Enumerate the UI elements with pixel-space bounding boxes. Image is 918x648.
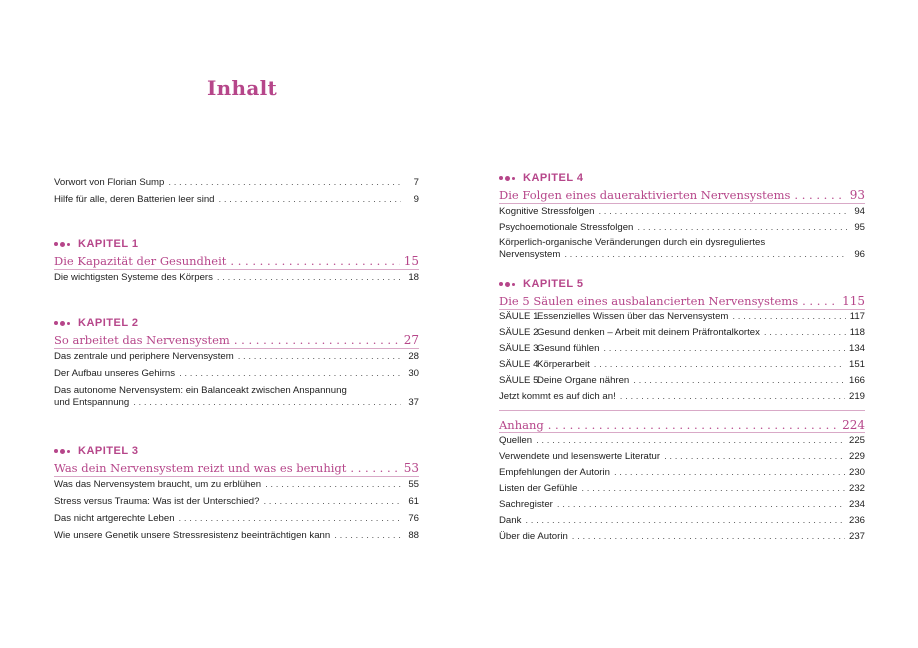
dot-leader	[598, 206, 847, 218]
pillar-number: SÄULE 1	[499, 311, 539, 322]
chapter-heading[interactable]	[499, 188, 865, 202]
toc-entry[interactable]	[499, 237, 865, 261]
toc-entry-title: Kognitive Stressfolgen	[499, 206, 595, 217]
toc-entry[interactable]	[54, 272, 419, 284]
toc-entry-title: Quellen	[499, 435, 533, 446]
toc-entry[interactable]	[54, 496, 419, 508]
toc-entry[interactable]	[54, 351, 419, 363]
toc-entry-page: 225	[848, 435, 865, 446]
toc-entry[interactable]	[54, 177, 419, 189]
pillar-number: SÄULE 5	[499, 375, 539, 386]
chapter-dots-icon	[54, 321, 72, 326]
toc-entry[interactable]	[499, 435, 865, 447]
toc-entry-page: 134	[848, 343, 865, 354]
toc-entry-title: Gesund denken – Arbeit mit deinem Präfrontalkortex	[537, 327, 760, 338]
toc-entry-page: 96	[854, 249, 865, 260]
toc-entry-title: Vorwort von Florian Sump	[54, 177, 165, 188]
toc-entry[interactable]	[54, 513, 419, 525]
dot-leader	[179, 513, 401, 525]
toc-entry-title: Was das Nervensystem braucht, um zu erblühen	[54, 479, 262, 490]
dot-leader	[732, 311, 845, 323]
toc-entry-page: 219	[848, 391, 865, 402]
chapter-rule	[499, 203, 865, 204]
toc-entry[interactable]	[499, 483, 865, 495]
toc-entry-title: Psychoemotionale Stressfolgen	[499, 222, 634, 233]
dot-leader	[334, 530, 401, 542]
chapter-label-text: KAPITEL 1	[78, 238, 139, 250]
toc-entry[interactable]	[54, 530, 419, 542]
chapter-heading[interactable]	[54, 461, 419, 475]
chapter-heading-title: Die Kapazität der Gesundheit	[54, 254, 227, 268]
dot-leader	[564, 249, 847, 261]
dot-leader	[614, 467, 845, 479]
dot-leader	[179, 368, 401, 380]
toc-entry-title: Der Aufbau unseres Gehirns	[54, 368, 176, 379]
chapter-label	[54, 238, 139, 250]
toc-entry-page: 28	[408, 351, 419, 362]
chapter-heading[interactable]	[54, 333, 419, 347]
dot-leader	[637, 222, 847, 234]
dot-leader	[168, 177, 401, 189]
toc-entry-page: 230	[848, 467, 865, 478]
toc-entry-page: 76	[408, 513, 419, 524]
toc-entry-page: 7	[413, 177, 419, 188]
chapter-label	[499, 172, 584, 184]
toc-entry-page: 61	[408, 496, 419, 507]
appendix-heading[interactable]	[499, 418, 865, 432]
chapter-heading-title: So arbeitet das Nervensystem	[54, 333, 230, 347]
chapter-dots-icon	[499, 176, 517, 181]
dot-leader	[603, 343, 845, 355]
toc-entry-title: Jetzt kommt es auf dich an!	[499, 391, 616, 402]
chapter-label-text: KAPITEL 2	[78, 317, 139, 329]
toc-entry[interactable]	[499, 451, 865, 463]
toc-entry[interactable]	[499, 467, 865, 479]
chapter-heading-title: Was dein Nervensystem reizt und was es beruhigt	[54, 461, 347, 475]
dot-leader	[238, 351, 401, 363]
dot-leader	[620, 391, 845, 403]
toc-entry-title: Sachregister	[499, 499, 553, 510]
appendix-heading-page: 224	[842, 418, 865, 432]
pillar-number: SÄULE 2	[499, 327, 539, 338]
toc-entry-title: Dank	[499, 515, 522, 526]
dot-leader	[234, 333, 400, 347]
toc-entry-title: Über die Autorin	[499, 531, 568, 542]
toc-entry-title: Das autonome Nervensystem: ein Balanceakt zwischen Anspannung	[54, 385, 347, 396]
toc-entry-title: Körperlich-organische Veränderungen durch ein dysreguliertes	[499, 237, 766, 248]
chapter-dots-icon	[54, 242, 72, 247]
dot-leader	[794, 188, 845, 202]
toc-entry-page: 234	[848, 499, 865, 510]
toc-entry[interactable]	[499, 222, 865, 234]
dot-leader	[633, 375, 845, 387]
toc-entry-title: Deine Organe nähren	[537, 375, 630, 386]
toc-entry-page: 118	[849, 327, 865, 338]
pillar-number: SÄULE 3	[499, 343, 539, 354]
dot-leader	[664, 451, 845, 463]
chapter-heading[interactable]	[499, 294, 865, 308]
toc-entry-title: Empfehlungen der Autorin	[499, 467, 610, 478]
toc-entry[interactable]	[54, 479, 419, 491]
chapter-rule	[54, 348, 419, 349]
toc-entry[interactable]	[499, 206, 865, 218]
toc-entry-page: 166	[848, 375, 865, 386]
toc-entry[interactable]	[499, 375, 865, 387]
toc-entry-page: 229	[848, 451, 865, 462]
toc-entry-title: Stress versus Trauma: Was ist der Unterschied?	[54, 496, 260, 507]
dot-leader	[581, 483, 845, 495]
chapter-dots-icon	[499, 282, 517, 287]
chapter-heading-page: 15	[403, 254, 419, 268]
page-title: Inhalt	[207, 76, 278, 100]
chapter-label	[499, 278, 584, 290]
toc-entry-title: Verwendete und lesenswerte Literatur	[499, 451, 661, 462]
dot-leader	[219, 194, 401, 206]
toc-entry-page: 9	[413, 194, 419, 205]
toc-entry-page: 88	[408, 530, 419, 541]
toc-entry-page: 117	[849, 311, 865, 322]
appendix-rule	[499, 432, 865, 433]
dot-leader	[572, 531, 845, 543]
chapter-label-text: KAPITEL 3	[78, 445, 139, 457]
toc-entry-title-continued: und Entspannung	[54, 397, 130, 408]
chapter-heading-title: Die 5 Säulen eines ausbalancierten Nervensystems	[499, 294, 799, 308]
toc-entry[interactable]	[499, 343, 865, 355]
toc-entry-title: Essenzielles Wissen über das Nervensystem	[537, 311, 729, 322]
toc-entry-page: 95	[854, 222, 865, 233]
toc-entry[interactable]	[499, 327, 865, 339]
chapter-heading-title: Die Folgen eines daueraktivierten Nervensystems	[499, 188, 791, 202]
chapter-heading-page: 115	[842, 294, 865, 308]
toc-entry[interactable]	[54, 368, 419, 380]
dot-leader	[230, 254, 399, 268]
toc-entry-title: Listen der Gefühle	[499, 483, 578, 494]
toc-entry[interactable]	[499, 311, 865, 323]
toc-entry-page: 151	[848, 359, 865, 370]
toc-entry[interactable]	[54, 194, 419, 206]
pillar-number: SÄULE 4	[499, 359, 539, 370]
dot-leader	[263, 496, 401, 508]
toc-entry-title-continued: Nervensystem	[499, 249, 561, 260]
dot-leader	[764, 327, 846, 339]
toc-entry-title: Das nicht artgerechte Leben	[54, 513, 175, 524]
toc-entry-title: Hilfe für alle, deren Batterien leer sind	[54, 194, 215, 205]
chapter-label-text: KAPITEL 5	[523, 278, 584, 290]
dot-leader	[557, 499, 845, 511]
dot-leader	[536, 435, 845, 447]
chapter-label	[54, 317, 139, 329]
toc-entry-page: 236	[848, 515, 865, 526]
toc-entry[interactable]	[499, 515, 865, 527]
chapter-heading-page: 27	[403, 333, 419, 347]
dot-leader	[802, 294, 838, 308]
dot-leader	[350, 461, 399, 475]
toc-entry-title: Das zentrale und periphere Nervensystem	[54, 351, 234, 362]
toc-entry-page: 55	[408, 479, 419, 490]
dot-leader	[525, 515, 845, 527]
chapter-rule	[54, 269, 419, 270]
chapter-heading-page: 93	[849, 188, 865, 202]
toc-entry-page: 232	[848, 483, 865, 494]
chapter-rule	[54, 476, 419, 477]
dot-leader	[548, 418, 838, 432]
toc-entry[interactable]	[54, 385, 419, 409]
chapter-label-text: KAPITEL 4	[523, 172, 584, 184]
toc-entry-title: Wie unsere Genetik unsere Stressresistenz beeinträchtigen kann	[54, 530, 331, 541]
dot-leader	[217, 272, 401, 284]
toc-entry-page: 94	[854, 206, 865, 217]
toc-entry[interactable]	[499, 359, 865, 371]
toc-entry[interactable]	[499, 499, 865, 511]
chapter-rule	[499, 309, 865, 310]
toc-entry-page: 18	[408, 272, 419, 283]
toc-entry[interactable]	[499, 391, 865, 403]
dot-leader	[133, 397, 401, 409]
chapter-heading-page: 53	[403, 461, 419, 475]
toc-entry-page: 30	[408, 368, 419, 379]
toc-entry-page: 237	[848, 531, 865, 542]
dot-leader	[265, 479, 401, 491]
toc-entry-title: Die wichtigsten Systeme des Körpers	[54, 272, 213, 283]
toc-entry-title: Gesund fühlen	[537, 343, 600, 354]
appendix-rule-top	[499, 410, 865, 411]
toc-entry[interactable]	[499, 531, 865, 543]
appendix-heading-title: Anhang	[499, 418, 544, 432]
chapter-heading[interactable]	[54, 254, 419, 268]
dot-leader	[594, 359, 845, 371]
toc-entry-title: Körperarbeit	[537, 359, 590, 370]
toc-entry-page: 37	[408, 397, 419, 408]
chapter-label	[54, 445, 139, 457]
chapter-dots-icon	[54, 449, 72, 454]
